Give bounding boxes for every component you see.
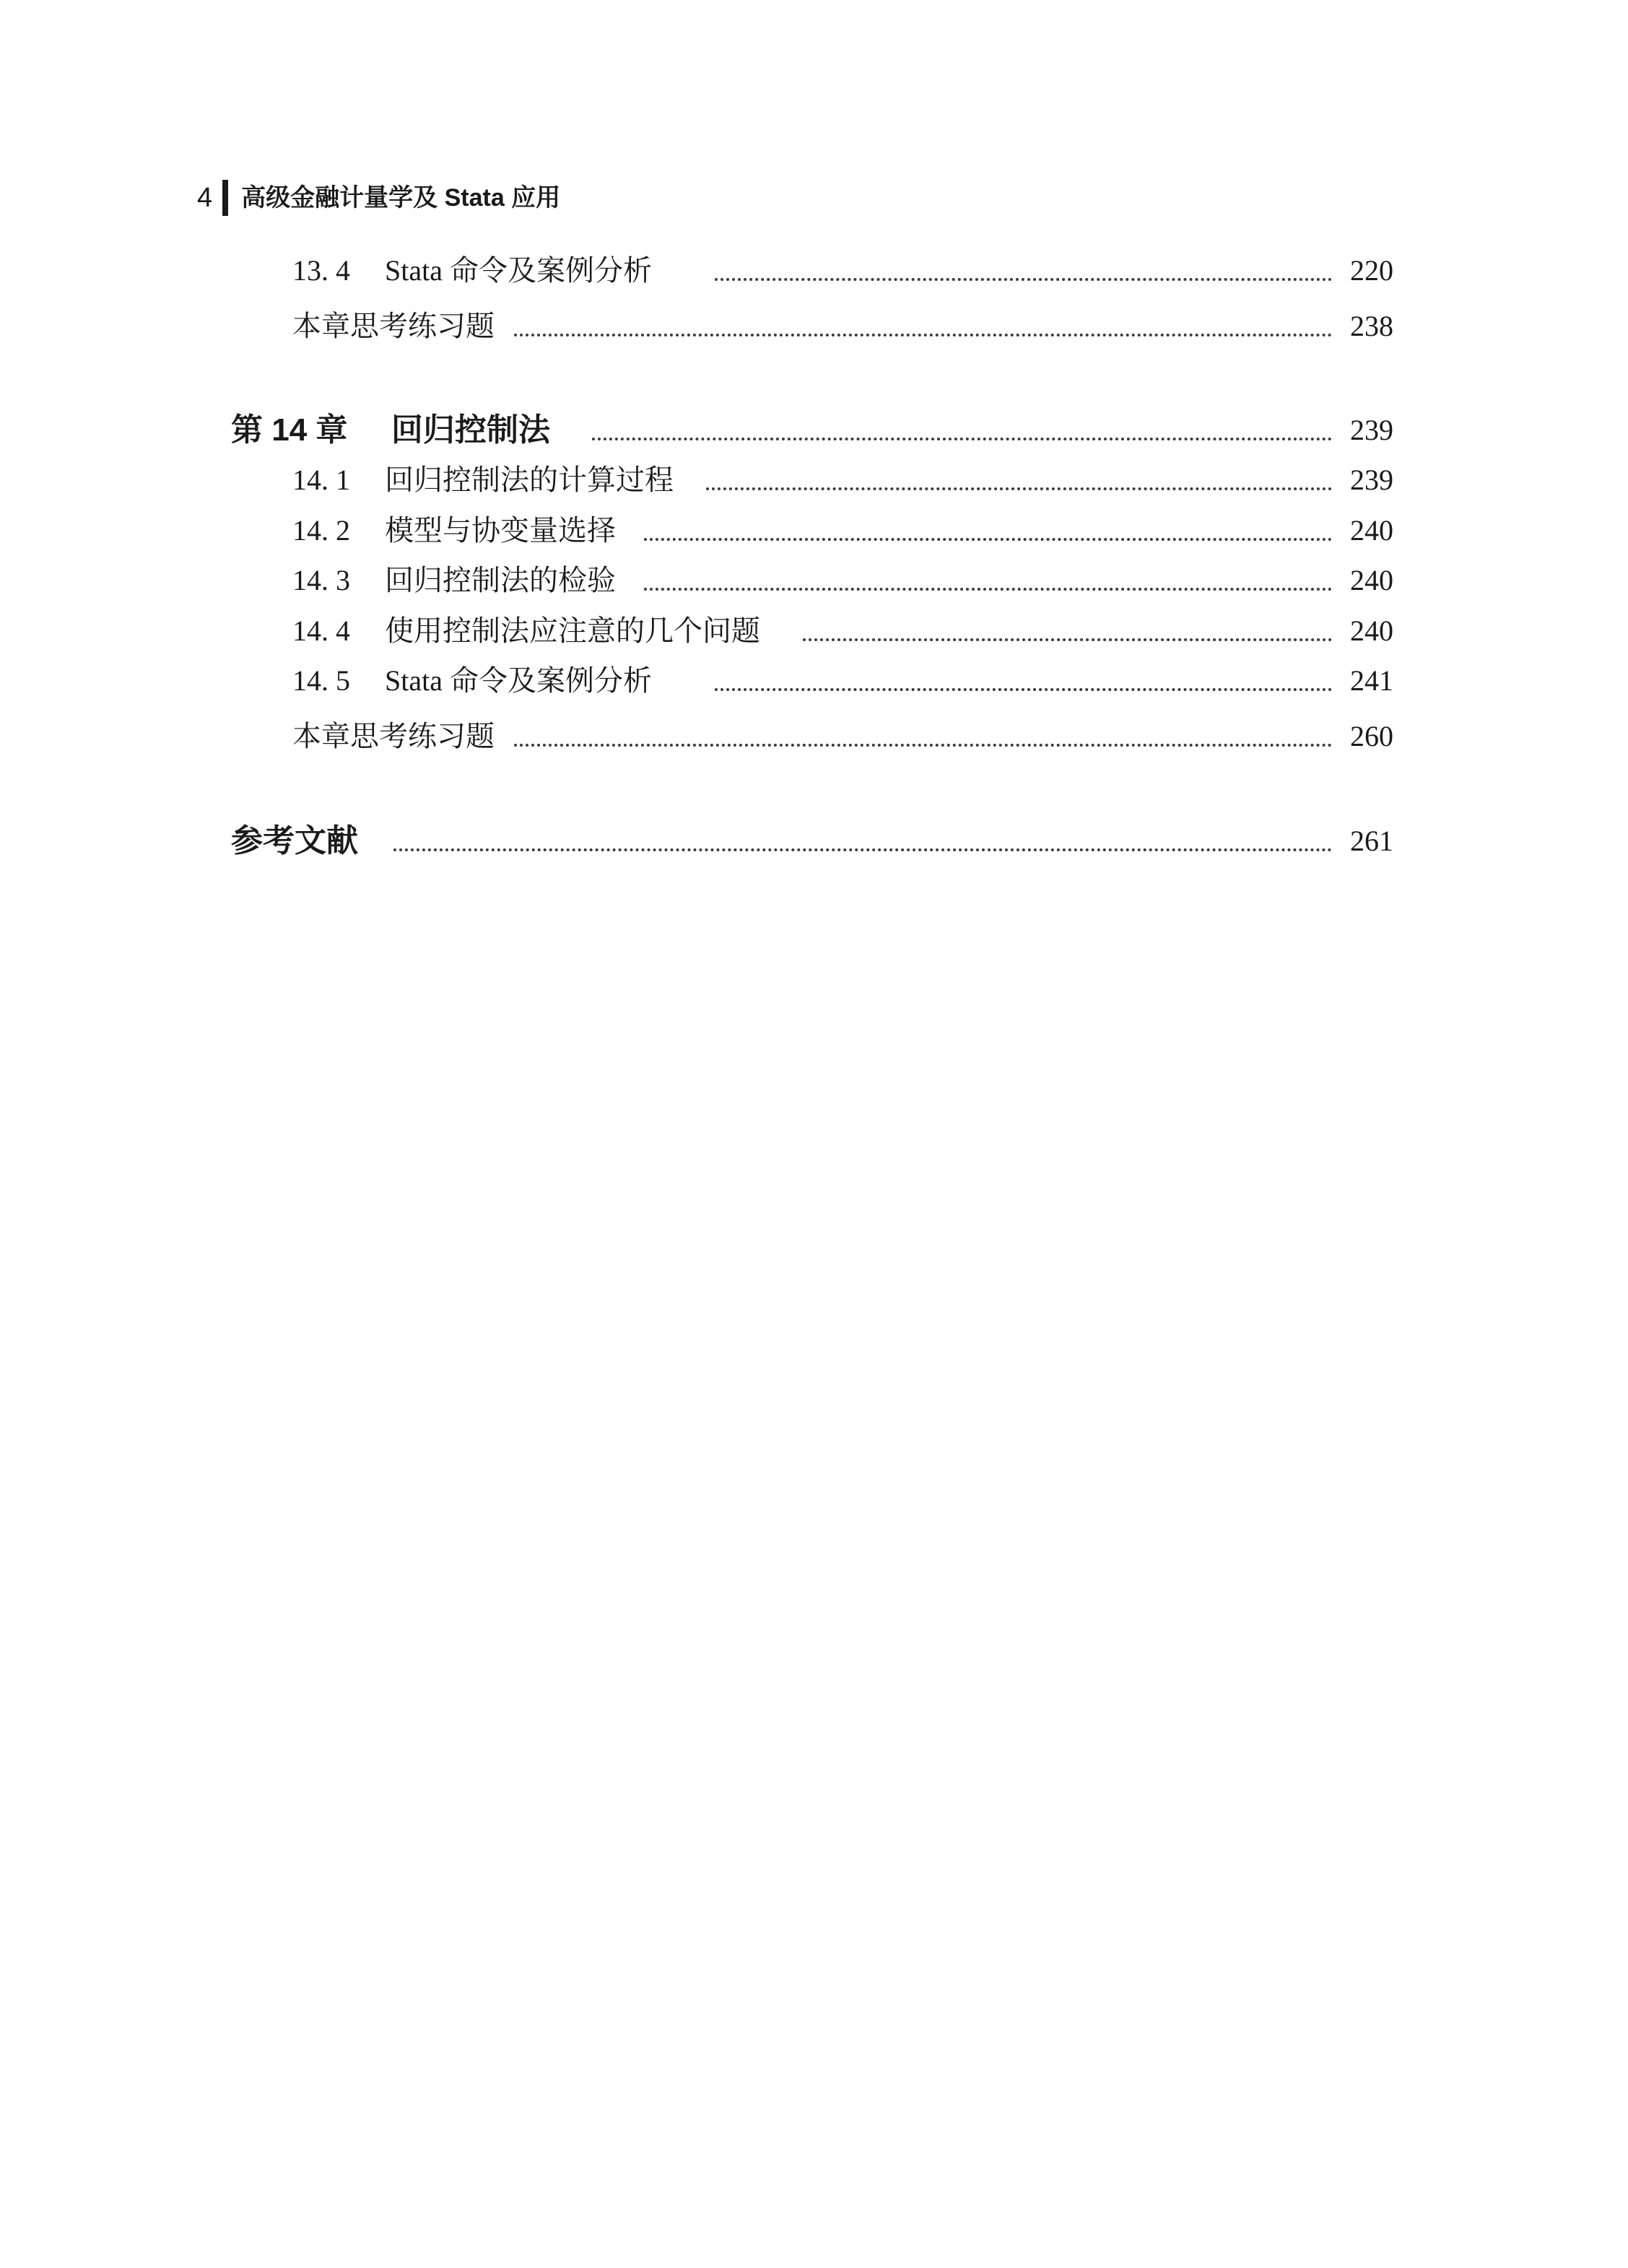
toc-dot-leader — [644, 588, 1332, 591]
toc-chapter-title: 参考文献 — [231, 823, 358, 859]
running-header — [197, 179, 560, 217]
toc-entry-14-4 — [0, 609, 1628, 653]
toc-entry-page: 260 — [1350, 720, 1393, 752]
toc-entry-page: 239 — [1350, 414, 1393, 446]
toc-entry-title: 回归控制法的检验 — [385, 564, 616, 596]
toc-entry-13-4 — [0, 249, 1628, 292]
toc-entry-page: 240 — [1350, 514, 1393, 547]
toc-entry-number: 14. 1 — [292, 464, 350, 496]
toc-entry-title: 本章思考练习题 — [292, 310, 495, 342]
toc-entry-title: Stata 命令及案例分析 — [385, 254, 652, 287]
header-vertical-rule — [222, 180, 228, 216]
header-book-title: 高级金融计量学及 Stata 应用 — [241, 184, 561, 212]
toc-entry-title: 模型与协变量选择 — [385, 514, 616, 547]
toc-dot-leader — [393, 848, 1332, 851]
toc-entry-number: 13. 4 — [292, 254, 350, 287]
toc-entry-ch13-exercises — [0, 305, 1628, 348]
toc-entry-page: 241 — [1350, 664, 1393, 697]
toc-entry-title: Stata 命令及案例分析 — [385, 664, 652, 697]
toc-entry-14-2 — [0, 509, 1628, 552]
toc-entry-page: 261 — [1350, 825, 1393, 857]
toc-entry-title: 本章思考练习题 — [292, 720, 495, 752]
toc-chapter-title: 回归控制法 — [391, 412, 550, 448]
toc-chapter-14 — [0, 409, 1628, 452]
toc-chapter-number: 第 14 章 — [231, 412, 348, 448]
toc-dot-leader — [706, 487, 1332, 490]
toc-entry-page: 239 — [1350, 464, 1393, 496]
toc-entry-14-5 — [0, 659, 1628, 703]
toc-entry-title: 回归控制法的计算过程 — [385, 464, 674, 496]
toc-dot-leader — [514, 334, 1332, 336]
toc-entry-number: 14. 5 — [292, 664, 350, 697]
toc-entry-number: 14. 3 — [292, 564, 350, 596]
toc-entry-page: 220 — [1350, 254, 1393, 287]
toc-dot-leader — [715, 278, 1332, 281]
toc-entry-14-1 — [0, 459, 1628, 502]
toc-entry-14-3 — [0, 559, 1628, 602]
toc-entry-page: 240 — [1350, 564, 1393, 596]
toc-entry-number: 14. 2 — [292, 514, 350, 547]
toc-entry-title: 使用控制法应注意的几个问题 — [385, 614, 760, 647]
header-page-number: 4 — [197, 183, 213, 213]
toc-dot-leader — [514, 744, 1332, 747]
toc-entry-ch14-exercises — [0, 715, 1628, 758]
toc-entry-number: 14. 4 — [292, 614, 350, 647]
toc-entry-page: 238 — [1350, 310, 1393, 342]
toc-dot-leader — [592, 438, 1332, 440]
toc-entry-page: 240 — [1350, 614, 1393, 647]
toc-dot-leader — [644, 538, 1332, 541]
toc-dot-leader — [803, 638, 1332, 641]
toc-references — [0, 820, 1628, 863]
toc-dot-leader — [715, 688, 1332, 691]
